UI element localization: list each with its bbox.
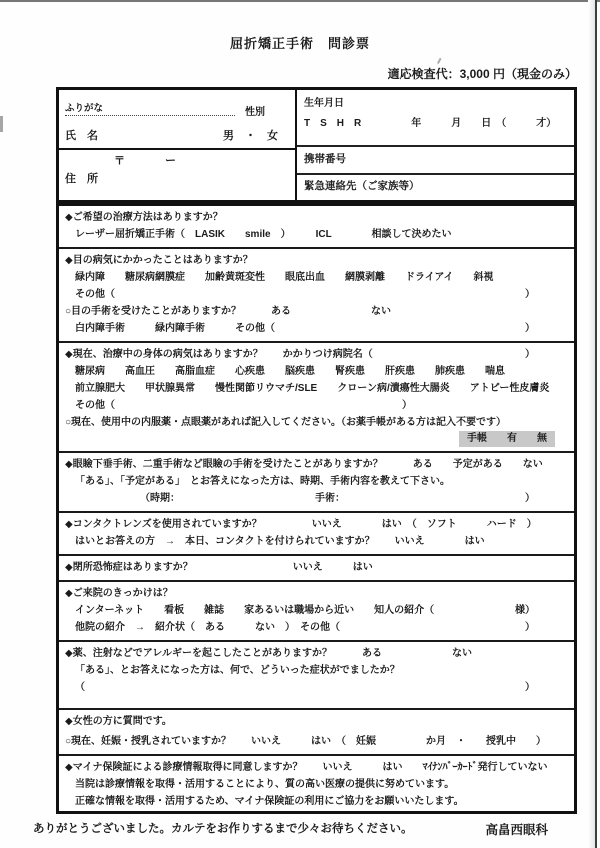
birthdate-era-field[interactable]: T S H R 年 月 日 （ 才）	[304, 118, 557, 129]
question-line[interactable]: ◆コンタクトレンズを使用されていますか？ いいえ はい （ ソフト ハード ）	[65, 519, 537, 530]
footer	[33, 820, 577, 838]
fill-in-line[interactable]: その他（ ）	[75, 400, 412, 411]
furigana-field[interactable]: ふりがな	[65, 100, 235, 116]
scan-edge-right-line	[595, 0, 597, 848]
scan-edge-top	[0, 0, 600, 2]
options-line[interactable]: 前立腺肥大 甲状腺異常 慢性関節リウマチ/SLE クローン病/潰瘍性大腸炎 アトピー性皮膚炎	[75, 383, 550, 394]
section-claustrophobia	[59, 554, 574, 580]
instruction-line: 「ある」、「予定がある」 とお答えになった方は、時期、手術内容を教えて下さい。	[75, 476, 450, 487]
fill-in-line[interactable]: その他（ ）	[75, 289, 535, 300]
scan-speck	[0, 116, 3, 132]
gender-options[interactable]: 男 ・ 女	[223, 130, 278, 142]
patient-info-box	[56, 87, 577, 203]
fill-in-line[interactable]: （ ）	[75, 682, 535, 693]
question-line[interactable]: ◆マイナ保険証による診療情報取得に同意しますか？ いいえ はい ﾏｲﾅﾝﾊﾞｰｶｰﾄﾞ発行していない	[65, 762, 548, 773]
section-female-questions	[59, 708, 574, 754]
question-line[interactable]: ◆眼瞼下垂手術、二重手術など眼瞼の手術を受けたことがありますか？ ある 予定がある ない	[65, 459, 543, 470]
emergency-contact-field[interactable]: 緊急連絡先（ご家族等）	[304, 180, 420, 192]
options-line[interactable]: 白内障手術 緑内障手術 その他（ ）	[75, 323, 535, 334]
fill-in-line[interactable]: （時期： 手術： ）	[65, 493, 535, 504]
gender-label: 性別	[245, 107, 265, 118]
question-line: ◆ご来院のきっかけは？	[65, 588, 173, 599]
question-line[interactable]: ○目の手術を受けたことがありますか？ ある ない	[65, 306, 392, 317]
options-line[interactable]: 緑内障 糖尿病網膜症 加齢黄斑変性 眼底出血 網膜剥離 ドライアイ 斜視	[75, 272, 494, 283]
questionnaire-box	[56, 203, 577, 814]
section-visit-trigger	[59, 580, 574, 640]
divider	[297, 145, 574, 147]
section-systemic-disease	[59, 341, 574, 451]
options-line[interactable]: レーザー屈折矯正手術（ LASIK smile ） ICL 相談して決めたい	[75, 229, 452, 240]
page-title: 屈折矯正手術 問診票	[229, 36, 370, 51]
name-field[interactable]: 氏 名	[65, 130, 98, 142]
birthdate-label: 生年月日	[304, 98, 344, 109]
notice-line: 正確な情報を取得・活用するため、マイナ保険証の利用にご協力をお願いいたします。	[75, 796, 464, 807]
postal-separator: ー	[165, 155, 176, 167]
options-line[interactable]: インターネット 看板 雑誌 家あるいは職場から近い 知人の紹介（ 様）	[75, 605, 535, 616]
section-eye-disease-history	[59, 247, 574, 341]
clinic-name: 高畠西眼科	[485, 823, 548, 837]
question-line: ◆目の病気にかかったことはありますか？	[65, 255, 253, 266]
question-line: ◆ご希望の治療方法はありますか？	[65, 212, 223, 223]
options-line[interactable]: 糖尿病 高血圧 高脂血症 心疾患 脳疾患 腎疾患 肝疾患 肺疾患 喘息	[75, 366, 505, 377]
fee-note: 適応検査代：3,000 円（現金のみ）	[387, 67, 577, 81]
section-contact-lens	[59, 511, 574, 554]
question-line[interactable]: はいとお答えの方 → 本日、コンタクトを付けられていますか？ いいえ はい	[75, 536, 485, 547]
medicine-notebook-badge[interactable]: 手帳 有 無	[459, 431, 555, 447]
question-line[interactable]: ◆薬、注射などでアレルギーを起こしたことがありますか？ ある ない	[65, 648, 473, 659]
address-field[interactable]: 住 所	[65, 173, 98, 185]
question-line[interactable]: ◆現在、治療中の身体の病気はありますか？ かかりつけ病院名（ ）	[65, 349, 535, 360]
divider	[59, 148, 295, 150]
question-line: ○現在、使用中の内服薬・点眼薬があれば記入してください。（お薬手帳がある方は記入不要です）	[65, 417, 507, 428]
mobile-number-field[interactable]: 携帯番号	[304, 153, 346, 165]
section-myna-insurance	[59, 754, 574, 814]
section-desired-treatment	[59, 206, 574, 247]
divider	[297, 173, 574, 175]
instruction-line: 「ある」、とお答えになった方は、何で、どういった症状がでましたか？	[75, 665, 400, 676]
thanks-message: ありがとうございました。カルテをお作りするまで少々お待ちください。	[33, 823, 413, 835]
section-allergy	[59, 640, 574, 708]
options-line[interactable]: 他院の紹介 → 紹介状（ ある ない ） その他（ ）	[75, 622, 535, 633]
question-line[interactable]: ◆閉所恐怖症はありますか？ いいえ はい	[65, 562, 373, 573]
postal-mark: 〒	[114, 155, 125, 167]
question-line[interactable]: ○現在、妊娠・授乳されていますか？ いいえ はい （ 妊娠 か月 ・ 授乳中 ）	[65, 736, 547, 747]
question-line: ◆女性の方に質問です。	[65, 716, 172, 727]
section-eyelid-surgery	[59, 451, 574, 511]
notebook-badge-row	[65, 431, 564, 447]
notice-line: 当院は診療情報を取得・活用することにより、質の高い医療の提供に努めています。	[75, 779, 455, 790]
